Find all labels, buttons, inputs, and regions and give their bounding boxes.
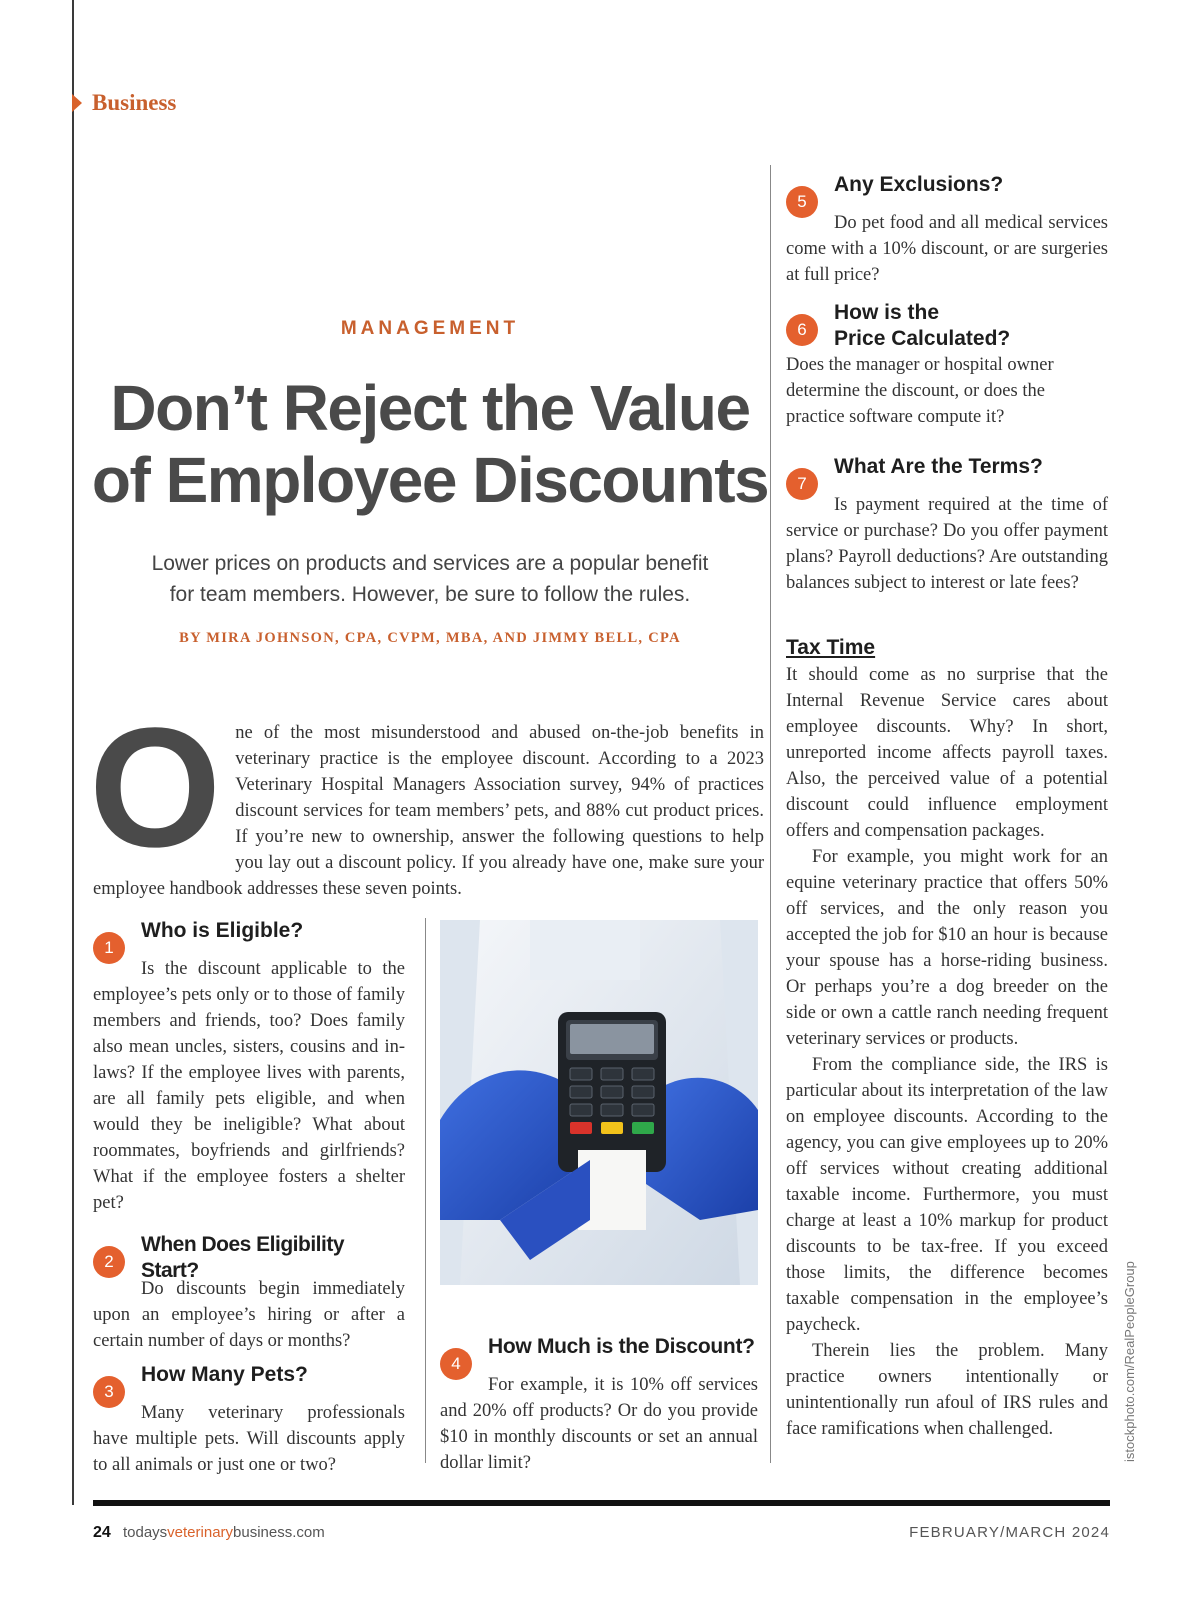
footer-page-info [93,1524,325,1542]
question-number-badge: 4 [440,1348,472,1380]
question-body: Do pet food and all medical services come with a 10% discount, or are surgeries at full price? [786,213,1108,285]
question-3 [93,1362,405,1478]
site-accent: veterinary [167,1524,234,1541]
article-deck [120,548,740,610]
question-title: Who is Eligible? [141,919,304,942]
question-number-badge: 7 [786,468,818,500]
article-kicker: MANAGEMENT [340,318,520,339]
card-terminal-photo [440,920,758,1285]
question-title-line-2: Price Calculated? [834,327,1011,350]
question-title: What Are the Terms? [834,455,1043,478]
question-title [834,300,1010,352]
tax-time-heading: Tax Time [786,636,876,659]
drop-cap: O [89,693,222,883]
question-number-badge: 2 [93,1246,125,1278]
tax-paragraph-4: Therein lies the problem. Many practice owners intentionally or unintentionally run afoul of IRS rules and face ramifications when challenged. [786,1341,1108,1439]
question-title: How Many Pets? [141,1363,308,1386]
site-suffix: business.com [233,1524,325,1541]
question-title-line-1: How is the [834,301,940,324]
tax-paragraph-2: For example, you might work for an equine veterinary practice that offers 50% off services, and the only reason you accepted the job for $10 an hour is because your spouse has a horse-riding business. Or perhaps you’re a dog breeder on the side or own a cattle ranch needing frequent veterinary services or products. [786,847,1108,1049]
question-title: Any Exclusions? [834,173,1004,196]
section-arrow-icon [72,94,82,112]
tax-time-section [786,634,1108,1442]
question-body: For example, it is 10% off services and 20% off products? Or do you provide $10 in monthly discounts or set an annual dollar limit? [440,1375,758,1473]
question-body: Do discounts begin immediately upon an employee’s hiring or after a certain number of days or months? [93,1279,405,1351]
question-5 [786,172,1108,288]
headline-line-1: Don’t Reject the Value [110,372,750,444]
deck-line-1: Lower prices on products and services are a popular benefit [151,552,709,575]
question-title: When Does Eligibility Start? [141,1233,345,1282]
question-number-badge: 5 [786,186,818,218]
photo-credit: istockphoto.com/RealPeopleGroup [1122,1261,1137,1462]
question-number-badge: 3 [93,1376,125,1408]
article-headline [90,372,770,516]
question-4 [440,1334,758,1476]
section-label: Business [92,90,177,115]
site-prefix: todays [122,1524,168,1541]
tax-paragraph-3: From the compliance side, the IRS is particular about its interpretation of the law on employee discounts. According to the agency, you can give employees up to 20% off services without creating additional taxable income. Furthermore, you must charge at least a 10% markup for product discounts to be tax-free. If you exceed those limits, the difference becomes taxable compensation in the employee’s paycheck. [786,1055,1108,1335]
tax-time-body [786,662,1108,1442]
question-7 [786,454,1108,596]
footer-rule [93,1500,1110,1506]
article-byline: BY MIRA JOHNSON, CPA, CVPM, MBA, AND JIMMY BELL, CPA [179,630,681,646]
headline-line-2: of Employee Discounts [91,444,769,516]
question-2 [93,1232,405,1354]
question-body: Is the discount applicable to the employee’s pets only or to those of family members and friends, too? Does family also mean uncles, sisters, cousins and in-laws? If the employee lives with parents, are all family pets eligible, and when would they be ineligible? What about roommates, boyfriends and girlfriends? What if the employee fosters a shelter pet? [93,959,405,1213]
tax-paragraph-1: It should come as no surprise that the Internal Revenue Service cares about employee discounts. Why? In short, unreported income affects payroll taxes. Also, the perceived value of a potential discount could influence employment offers and compensation packages. [786,665,1108,841]
intro-text: ne of the most misunderstood and abused on-the-job benefits in veterinary practice is the employee discount. According to a 2023 Veterinary Hospital Managers Association survey, 94% of practices discount services for team members’ pets, and 88% cut product prices. If you’re new to ownership, answer the following questions to help you lay out a discount policy. If you already have one, make sure your employee handbook addresses these seven points. [93,723,764,899]
intro-paragraph [89,693,764,902]
column-divider-1 [425,918,426,1463]
section-tag [72,90,176,116]
question-1 [93,918,405,1216]
payment-terminal-illustration [440,920,758,1285]
question-number-badge: 1 [93,932,125,964]
question-body: Does the manager or hospital owner determine the discount, or does the practice software compute it? [786,355,1054,427]
column-divider-2 [770,165,771,1463]
question-body: Many veterinary professionals have multiple pets. Will discounts apply to all animals or just one or two? [93,1403,405,1475]
left-margin-rule [72,0,74,1505]
question-title: How Much is the Discount? [488,1335,755,1358]
question-6 [786,300,1108,430]
question-number-badge: 6 [786,314,818,346]
issue-date: FEBRUARY/MARCH 2024 [909,1524,1110,1541]
deck-line-2: for team members. However, be sure to follow the rules. [169,583,691,606]
page-number: 24 [93,1524,111,1541]
question-body: Is payment required at the time of service or purchase? Do you offer payment plans? Payroll deductions? Are outstanding balances subject to interest or late fees? [786,495,1108,593]
